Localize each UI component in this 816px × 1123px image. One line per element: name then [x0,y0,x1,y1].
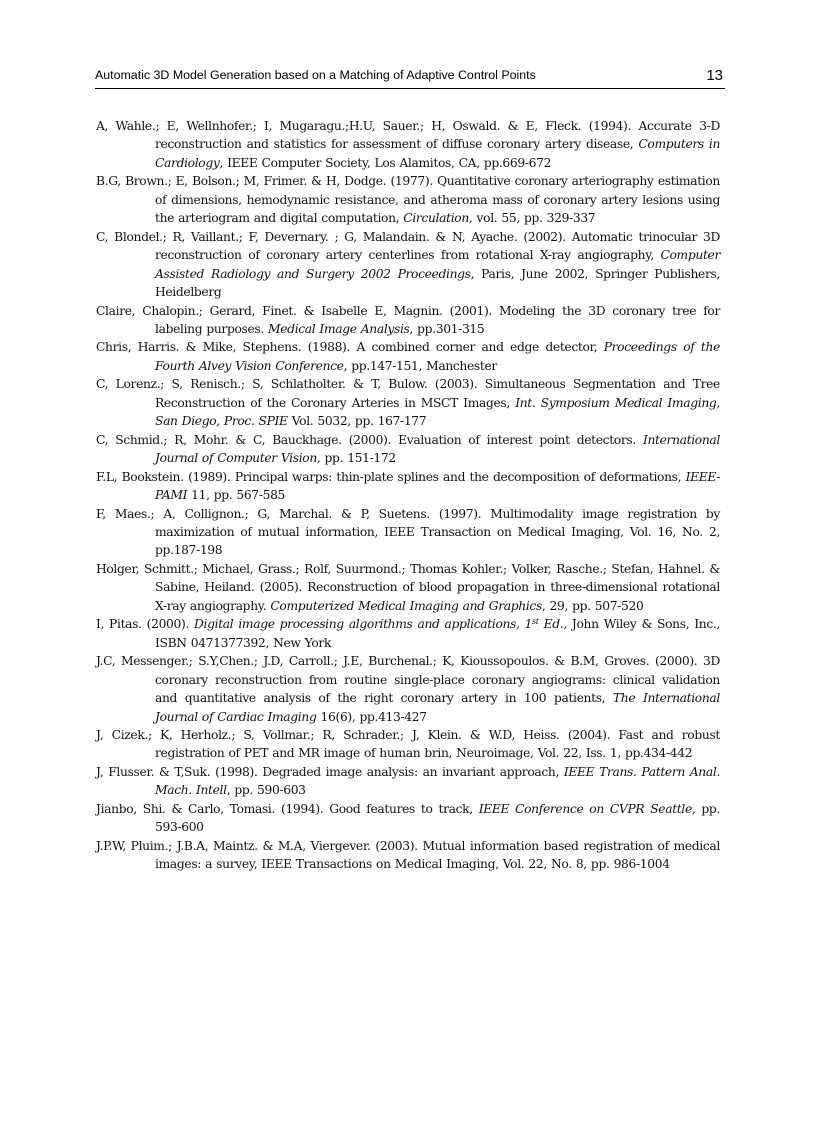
ref-source: Int. Symposium Medical Imaging, San Diego, Proc. SPIE [155,395,720,429]
reference-item [96,228,720,302]
ref-text: Claire, Chalopin.; Gerard, Finet. & Isabelle E, Magnin. (2001). Modeling the 3D coronary tree for labeling purposes. [96,303,720,336]
ref-source: IEEE Trans. Pattern Anal. Mach. Intell [155,764,720,798]
reference-item [96,615,720,652]
reference-item [96,172,720,227]
reference-list [96,117,720,874]
ref-text: Jianbo, Shi. & Carlo, Tomasi. (1994). Good features to track, [96,801,473,816]
reference-item [96,302,720,339]
ref-details: Vol. 5032, pp. 167-177 [287,414,427,429]
reference-item [96,763,720,800]
reference-item [96,375,720,430]
ref-details: , pp.301-315 [409,321,485,336]
reference-item [96,468,720,505]
ref-text: C, Lorenz.; S, Renisch.; S, Schlatholter. & T, Bulow. (2003). Simultaneous Segmentation and Tree Reconstruction of the Coronary Arteries in MSCT Images, [96,377,720,410]
ref-details: , John Wiley & Sons, Inc., ISBN 0471377392, New York [155,617,720,650]
ref-source: Computer Assisted Radiology and Surgery 2002 Proceedings [155,248,720,281]
ref-details: , pp. 151-172 [316,451,396,466]
page-number: 13 [706,67,723,84]
ref-text: B.G, Brown.; E, Bolson.; M, Frimer. & H, Dodge. (1977). Quantitative coronary arteriography estimation of dimensions, hemodynamic resistance, and atheroma mass of coronary artery lesions using the arteriogram and digital computation, [96,174,720,226]
ref-source: IEEE-PAMI [155,469,720,503]
ref-source: International Journal of Computer Vision [155,432,720,466]
ref-text: F.L, Bookstein. (1989). Principal warps: thin-plate splines and the decomposition of deformations, [96,469,682,484]
ref-details: 11, pp. 567-585 [187,488,286,503]
ref-text: Holger, Schmitt.; Michael, Grass.; Rolf, Suurmond.; Thomas Kohler.; Volker, Rasche.; Stefan, Hahnel. & Sabine, Heiland. (2005). Reconstruction of blood propagation in three-dimensional rotational X-ray angiography. [96,561,720,613]
ref-source: IEEE Conference on CVPR Seattle [478,801,692,816]
reference-item [96,726,720,763]
running-title: Automatic 3D Model Generation based on a Matching of Adaptive Control Points [95,68,536,82]
reference-item [96,837,720,874]
reference-item [96,431,720,468]
ref-superscript: st [532,617,539,627]
ref-text: C, Schmid.; R, Mohr. & C, Bauckhage. (2000). Evaluation of interest point detectors. [96,432,636,447]
reference-item [96,800,720,837]
ref-source: Medical Image Analysis [268,321,410,336]
ref-text: J.P.W, Pluim.; J.B.A, Maintz. & M.A, Viergever. (2003). Mutual information based registration of medical images: a survey, IEEE Transactions on Medical Imaging, Vol. 22, No. 8, pp. 986-1004 [96,838,720,872]
ref-details: , pp. 590-603 [226,783,306,798]
ref-source-cont: Ed. [538,617,564,632]
ref-details: , Paris, June 2002, Springer Publishers, Heidelberg [155,266,720,300]
ref-text: A, Wahle.; E, Wellnhofer.; I, Mugaragu.;H.U, Sauer.; H, Oswald. & E, Fleck. (1994). Accurate 3-D reconstruction and statistics for assessment of diffuse coronary artery disease, [96,119,720,152]
ref-details: 16(6), pp.413-427 [316,709,427,724]
ref-text: J.C, Messenger.; S.Y,Chen.; J.D, Carroll.; J.E, Burchenal.; K, Kioussopoulos. & B.M, Groves. (2000). 3D coronary reconstruction from routine single-place coronary angiograms: clinical validation and quantitative analysis of the right coronary artery in 100 patients, [96,654,720,706]
ref-text: I, Pitas. (2000). [96,617,189,632]
ref-text: J, Cizek.; K, Herholz.; S, Vollmar.; R, Schrader.; J, Klein. & W.D, Heiss. (2004). Fast and robust registration of PET and MR image of human brin, Neuroimage, Vol. 22, Iss. 1, pp.434-442 [96,727,720,761]
ref-text: Chris, Harris. & Mike, Stephens. (1988). A combined corner and edge detector, [96,340,598,355]
reference-item [96,652,720,726]
ref-source: The International Journal of Cardiac Imaging [155,691,720,724]
ref-details: , pp. 593-600 [155,801,720,835]
reference-item [96,505,720,560]
reference-item [96,560,720,615]
ref-source: Digital image processing algorithms and applications, 1 [194,617,533,632]
running-header [95,66,725,89]
ref-details: , pp.147-151, Manchester [343,358,497,373]
ref-source: Computerized Medical Imaging and Graphics [270,598,542,613]
ref-text: J, Flusser. & T,Suk. (1998). Degraded image analysis: an invariant approach, [96,764,560,779]
ref-source: Proceedings of the Fourth Alvey Vision Conference [155,340,721,373]
ref-details: , IEEE Computer Society, Los Alamitos, CA, pp.669-672 [219,155,552,170]
ref-source: Circulation [403,211,469,226]
ref-details: , 29, pp. 507-520 [541,598,644,613]
ref-details: , vol. 55, pp. 329-337 [468,211,596,226]
ref-text: C, Blondel.; R, Vaillant.; F, Devernary. ; G, Malandain. & N, Ayache. (2002). Automatic trinocular 3D reconstruction of coronary artery centerlines from rotational X-ray angiography, [96,229,720,263]
reference-item [96,338,720,375]
reference-item [96,117,720,172]
ref-source: Computers in Cardiology [155,137,721,170]
ref-text: F, Maes.; A, Collignon.; G, Marchal. & P, Suetens. (1997). Multimodality image registration by maximization of mutual information, IEEE Transaction on Medical Imaging, Vol. 16, No. 2, pp.187-198 [96,506,720,558]
